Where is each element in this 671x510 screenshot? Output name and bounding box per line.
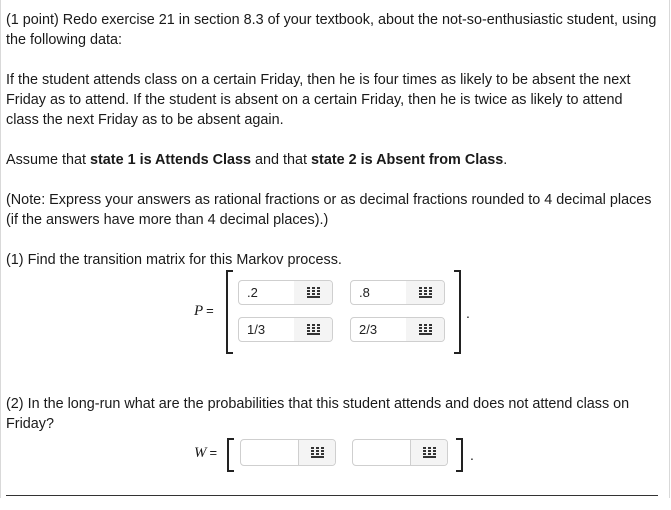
cell-value[interactable]: 2/3 [351, 318, 407, 341]
keypad-grid-icon[interactable] [299, 440, 335, 465]
matrix-p-label [194, 303, 214, 320]
assume-mid: and that [251, 152, 312, 168]
keypad-grid-icon[interactable] [406, 281, 444, 304]
keypad-grid-icon[interactable] [294, 281, 332, 304]
right-bracket [456, 438, 463, 472]
matrix-cell-1-1[interactable] [238, 280, 333, 305]
vector-w-label [194, 445, 217, 462]
part2-question: (2) In the long-run what are the probabilities that this student attends and does not attend class on Friday? [6, 396, 630, 432]
right-bracket [454, 270, 461, 354]
vector-trailing-period: . [470, 447, 474, 463]
part1-question: (1) Find the transition matrix for this Markov process. [6, 252, 342, 268]
cell-value[interactable]: 1/3 [239, 318, 295, 341]
cell-value[interactable] [241, 440, 299, 465]
state-assumption [6, 150, 658, 170]
left-bracket [227, 438, 234, 472]
long-run-attend-input[interactable] [240, 439, 336, 466]
state2-definition: state 2 is Absent from Class [311, 152, 504, 168]
matrix-trailing-period: . [466, 305, 470, 321]
keypad-grid-icon[interactable] [294, 318, 332, 341]
problem-intro: (1 point) Redo exercise 21 in section 8.3 of your textbook, about the not-so-enthusiastic student, using the following data: [6, 12, 657, 48]
matrix-cell-1-2[interactable] [350, 280, 445, 305]
equals-sign: = [206, 303, 214, 318]
cell-value[interactable]: .8 [351, 281, 407, 304]
w-symbol: W [194, 445, 207, 461]
cell-value[interactable]: .2 [239, 281, 295, 304]
bottom-divider [6, 495, 658, 496]
problem-scenario: If the student attends class on a certain Friday, then he is four times as likely to be absent the next Friday as to attend. If the student is absent on a certain Friday, then he is twice as likely to attend class the next Friday as to be absent again. [6, 72, 631, 128]
assume-suffix: . [503, 152, 508, 168]
cell-value[interactable] [353, 440, 411, 465]
long-run-absent-input[interactable] [352, 439, 448, 466]
keypad-grid-icon[interactable] [411, 440, 447, 465]
matrix-cell-2-2[interactable] [350, 317, 445, 342]
matrix-cell-2-1[interactable] [238, 317, 333, 342]
state1-definition: state 1 is Attends Class [89, 152, 252, 168]
keypad-grid-icon[interactable] [406, 318, 444, 341]
left-bracket [226, 270, 233, 354]
p-symbol: P [194, 303, 204, 319]
equals-sign: = [209, 445, 218, 460]
answer-format-note: (Note: Express your answers as rational fractions or as decimal fractions rounded to 4 decimal places (if the answers have more than 4 decimal places).) [6, 192, 652, 228]
assume-prefix: Assume that [6, 152, 90, 168]
